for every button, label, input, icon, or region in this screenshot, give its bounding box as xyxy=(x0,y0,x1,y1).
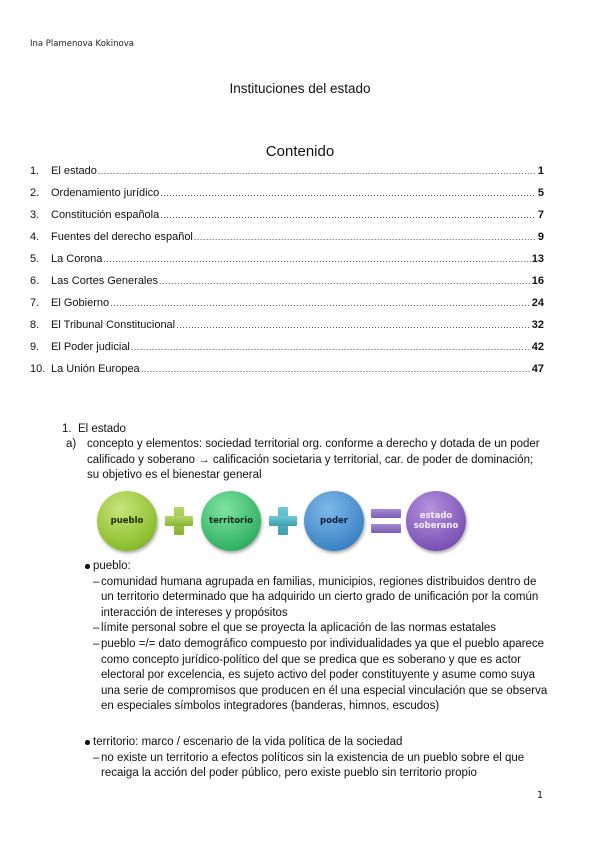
toc-entry-number: 10. xyxy=(30,363,46,375)
toc-leader xyxy=(160,204,535,226)
toc-entry[interactable] xyxy=(30,248,544,270)
toc-entry-page: 32 xyxy=(531,319,544,331)
toc-entry-page: 1 xyxy=(537,165,544,177)
toc-entry-title: Las Cortes Generales xyxy=(51,275,158,287)
toc-leader xyxy=(110,292,531,314)
toc-entry-title: La Corona xyxy=(51,253,103,265)
list-item-text: comunidad humana agrupada en familias, municipios, regiones distribuidos dentro de un territorio determinado que ha adquirido un cierto grado de unificación por la común interacción de intereses y propósitos xyxy=(101,575,539,619)
toc-entry-page: 9 xyxy=(537,231,544,243)
toc-entry-title: Fuentes del derecho español xyxy=(51,231,193,243)
toc-entry[interactable] xyxy=(30,204,544,226)
toc-entry[interactable] xyxy=(30,182,544,204)
section-heading: 1. El estado xyxy=(62,423,126,435)
toc-entry-page: 47 xyxy=(531,363,544,375)
toc-entry-title: Ordenamiento jurídico xyxy=(51,187,160,199)
list-item xyxy=(93,637,549,715)
toc-entry-page: 13 xyxy=(531,253,544,265)
toc-entry[interactable] xyxy=(30,336,544,358)
toc-entry[interactable] xyxy=(30,270,544,292)
toc-entry[interactable] xyxy=(30,160,544,182)
toc-leader xyxy=(98,160,535,182)
concept-item xyxy=(66,437,542,484)
toc-leader xyxy=(103,248,530,270)
list-item xyxy=(93,621,549,637)
toc-entry-page: 42 xyxy=(531,341,544,353)
toc-entry-title: El estado xyxy=(51,165,97,177)
dash-icon: – xyxy=(93,637,100,650)
item-label: a) xyxy=(66,438,77,450)
toc-entry-number: 5. xyxy=(30,253,40,265)
page-number: 1 xyxy=(537,790,544,801)
toc-leader xyxy=(194,226,535,248)
bullet-icon xyxy=(85,740,90,745)
plus-icon xyxy=(269,507,297,535)
toc-entry-number: 7. xyxy=(30,297,40,309)
toc-entry-number: 2. xyxy=(30,187,40,199)
toc-entry[interactable] xyxy=(30,314,544,336)
bullet-icon xyxy=(85,564,90,569)
toc-entry-title: El Tribunal Constitucional xyxy=(51,319,176,331)
toc-leader xyxy=(176,314,531,336)
dash-icon: – xyxy=(93,622,100,635)
toc-entry-title: El Gobierno xyxy=(51,297,110,309)
list-item xyxy=(93,575,549,622)
dash-icon: – xyxy=(93,751,100,764)
dash-icon: – xyxy=(93,575,100,588)
toc-entry-page: 5 xyxy=(537,187,544,199)
toc-entry-number: 8. xyxy=(30,319,40,331)
document-title: Instituciones del estado xyxy=(229,81,371,96)
table-of-contents xyxy=(30,160,544,380)
toc-entry-number: 4. xyxy=(30,231,40,243)
author-header: Ina Plamenova Kokinova xyxy=(30,39,135,49)
toc-leader xyxy=(160,182,535,204)
toc-entry[interactable] xyxy=(30,292,544,314)
estado-soberano-circle: estado soberano xyxy=(406,491,466,551)
item-text: concepto y elementos: sociedad territorial org. conforme a derecho y dotada de un poder calificado y soberano → calificación societaria y territorial, car. de poder de dominación; su objetivo es el bienestar general xyxy=(87,438,540,482)
territorio-bullet xyxy=(93,735,549,782)
toc-entry[interactable] xyxy=(30,358,544,380)
pueblo-circle: pueblo xyxy=(97,491,157,551)
toc-entry-title: Constitución española xyxy=(51,209,160,221)
toc-entry-title: La Unión Europea xyxy=(51,363,140,375)
plus-icon xyxy=(165,507,193,535)
bullet-label: pueblo: xyxy=(93,560,131,572)
list-item-text: pueblo =/= dato demográfico compuesto por individualidades ya que el pueblo aparece como concepto jurídico-político del que se predica que es soberano y que es actor electoral por excelencia, es sujeto activo del poder constituyente y asume como suya una serie de compromisos que producen en él una especial vinculación que se observa en especiales símbolos integradores (banderas, himnos, escudos) xyxy=(101,637,548,713)
poder-circle: poder xyxy=(304,491,364,551)
pueblo-bullet xyxy=(93,559,549,715)
equals-icon xyxy=(371,509,401,535)
toc-entry-title: El Poder judicial xyxy=(51,341,130,353)
toc-entry-page: 7 xyxy=(537,209,544,221)
territorio-circle: territorio xyxy=(201,491,261,551)
toc-leader xyxy=(159,270,531,292)
toc-entry-number: 1. xyxy=(30,165,40,177)
list-item-text: no existe un territorio a efectos políticos sin la existencia de un pueblo sobre el que recaiga la acción del poder público, pero existe pueblo sin territorio propio xyxy=(101,751,525,780)
state-elements-diagram xyxy=(97,491,467,551)
toc-entry-number: 6. xyxy=(30,275,40,287)
toc-entry-number: 3. xyxy=(30,209,40,221)
bullet-label: territorio: marco / escenario de la vida política de la sociedad xyxy=(93,736,403,748)
list-item-text: límite personal sobre el que se proyecta la aplicación de las normas estatales xyxy=(101,622,497,635)
list-item xyxy=(93,751,549,782)
toc-leader xyxy=(141,358,531,380)
toc-leader xyxy=(131,336,531,358)
toc-entry[interactable] xyxy=(30,226,544,248)
toc-entry-number: 9. xyxy=(30,341,40,353)
toc-heading: Contenido xyxy=(265,143,335,160)
toc-entry-page: 16 xyxy=(531,275,544,287)
toc-entry-page: 24 xyxy=(531,297,544,309)
